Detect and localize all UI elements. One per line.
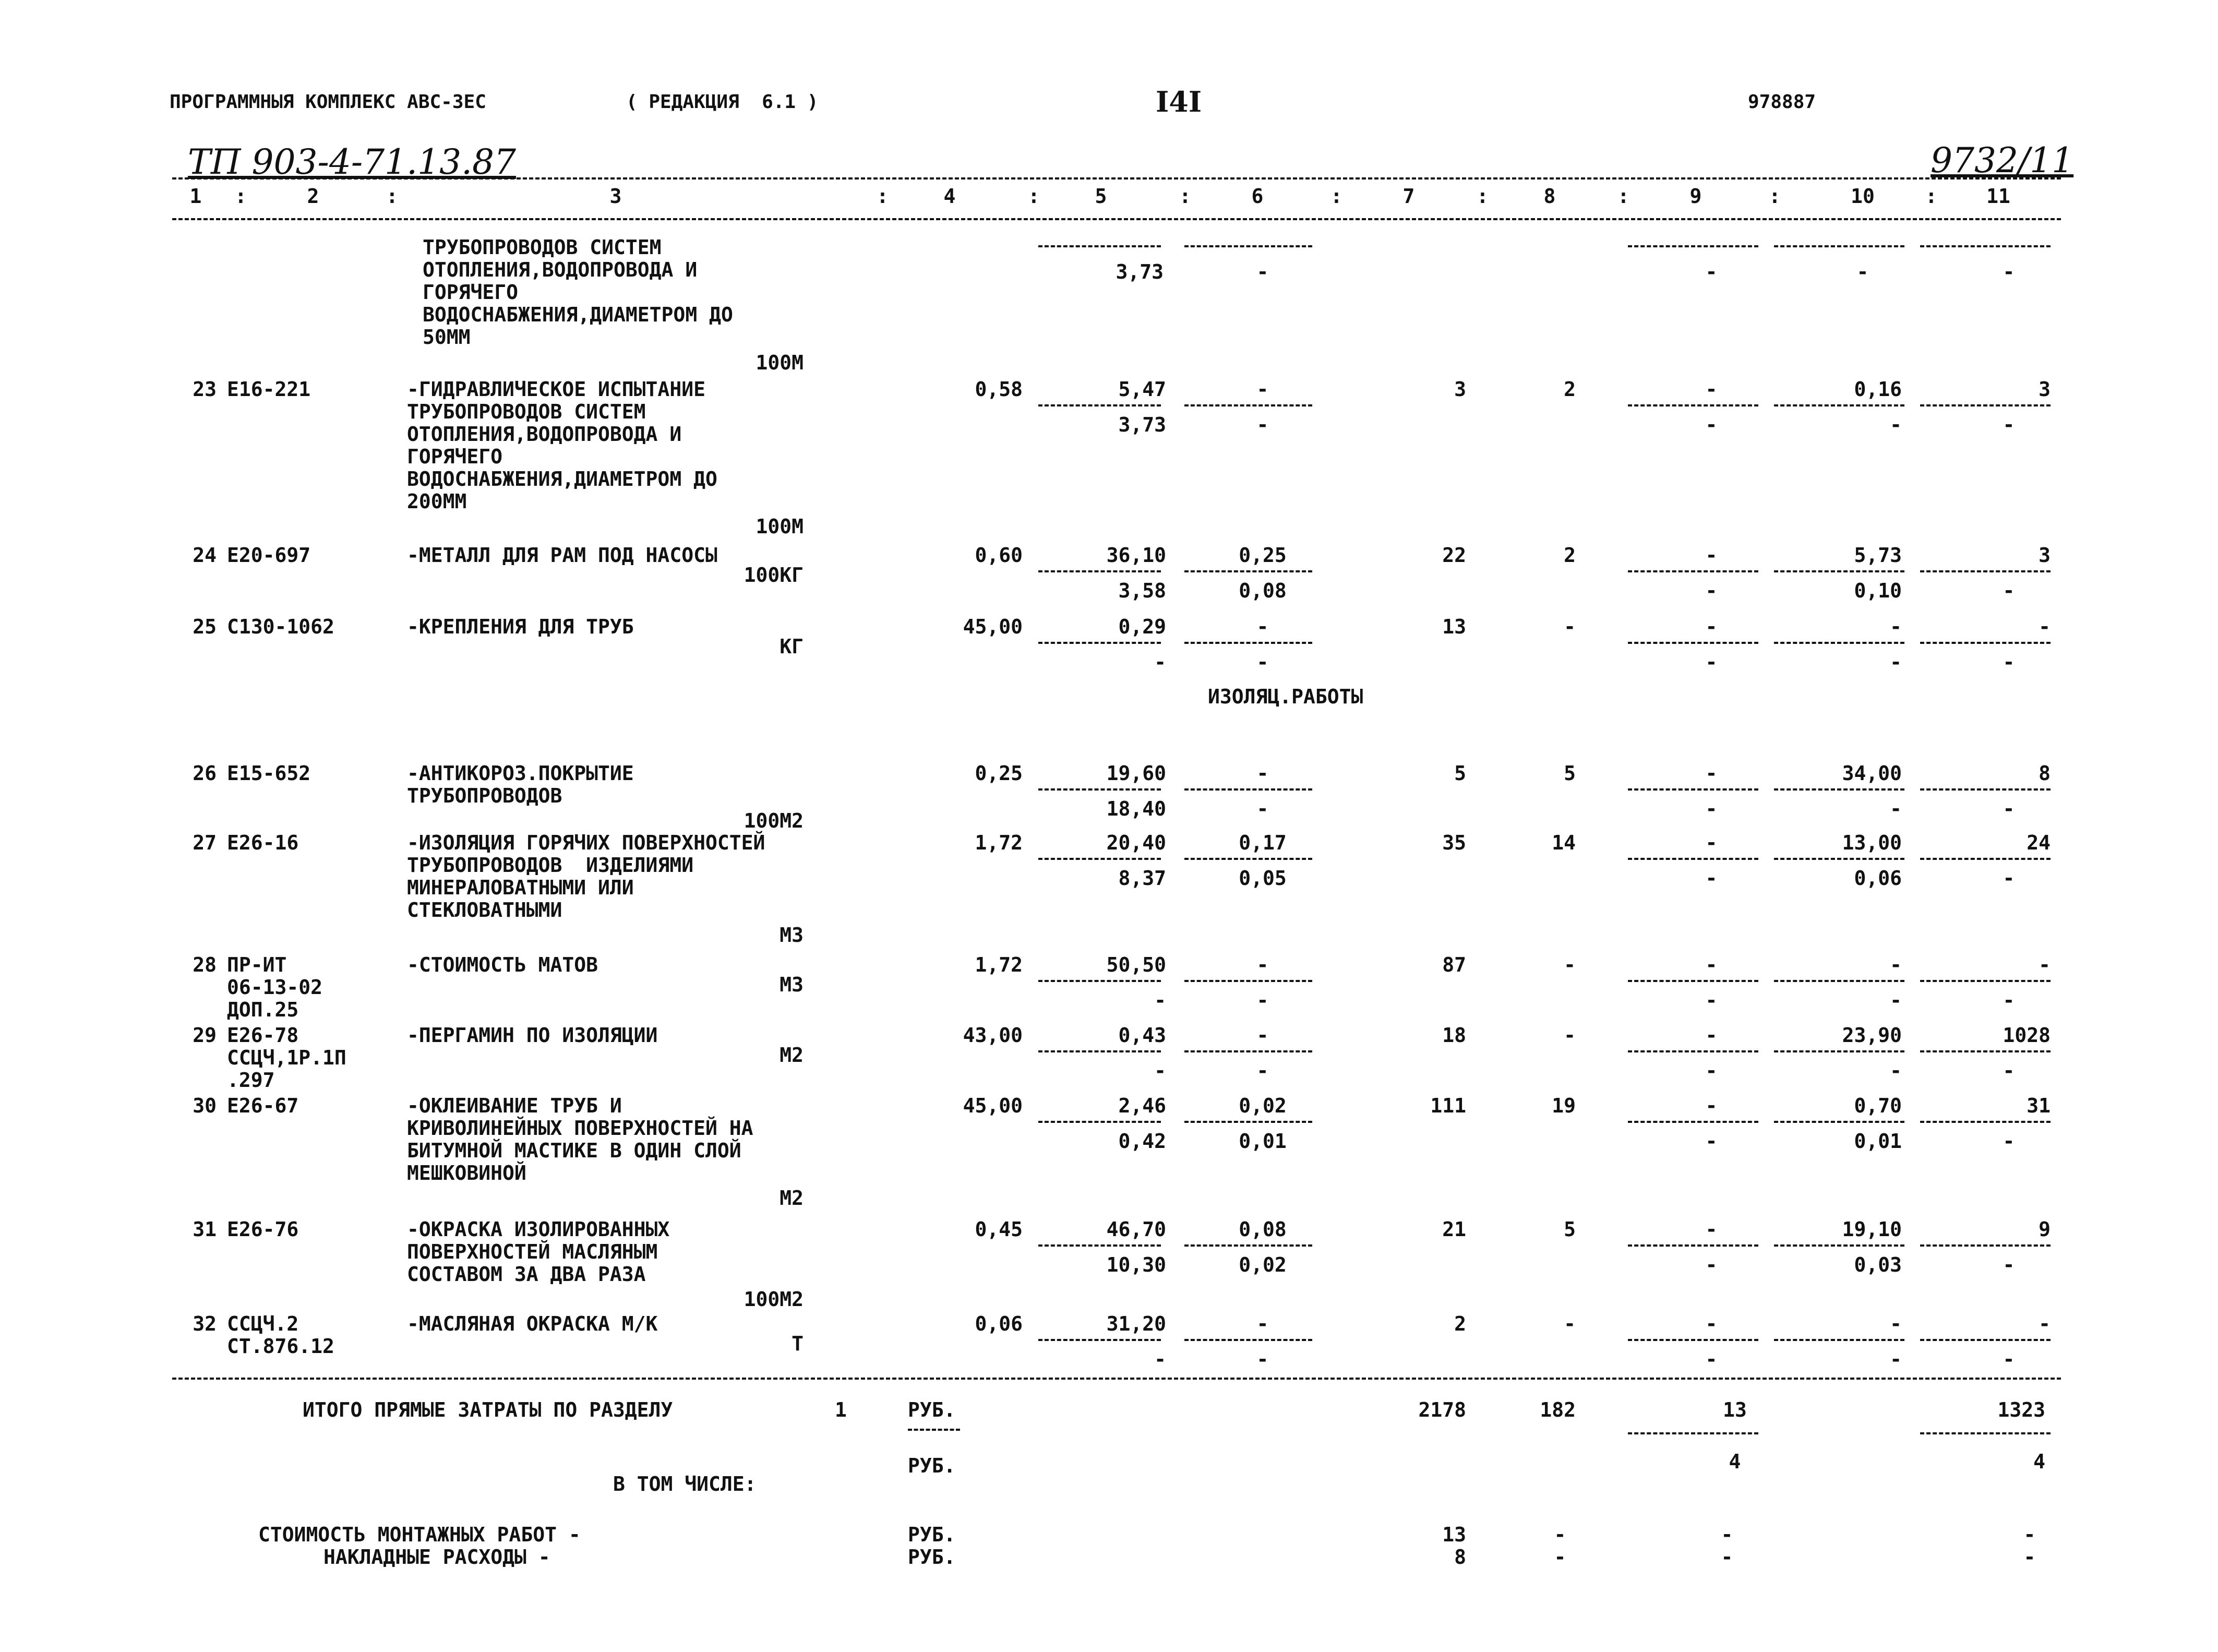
unit-cost-wages-value: 3,58 [1118, 579, 1166, 602]
labor-norm-value: - [1890, 615, 1902, 638]
value-separator [1774, 404, 1904, 406]
operation-cost-value: - [1256, 1312, 1269, 1335]
row-number: 31 [193, 1218, 217, 1241]
labor-norm-mech-value: 0,06 [1854, 867, 1902, 890]
labor-total-value: - [2039, 953, 2051, 976]
value-separator [1038, 404, 1161, 406]
total-cost-value: 35 [1442, 831, 1466, 854]
machine-cost-value: - [1705, 762, 1718, 785]
continuation-line: ОТОПЛЕНИЯ,ВОДОПРОВОДА И [423, 258, 698, 281]
value-separator [1628, 788, 1758, 791]
totals-rule [172, 1378, 2061, 1380]
labor-mech-value: - [2003, 651, 2015, 674]
labor-total-value: 1028 [2003, 1024, 2051, 1047]
labor-mech-value: - [2003, 1130, 2015, 1153]
document-code: 978887 [1748, 91, 1816, 113]
total-cost-value: 5 [1454, 762, 1466, 785]
work-description: СТЕКЛОВАТНЫМИ [407, 899, 562, 921]
value-separator [1038, 1244, 1161, 1247]
rate-code: Е26-67 [227, 1094, 299, 1117]
value-separator [1920, 1121, 2051, 1123]
value-separator [1184, 570, 1312, 572]
labor-norm-mech-value: - [1890, 989, 1902, 1012]
machine-wages-value: - [1705, 1130, 1718, 1153]
rate-code: Е20-697 [227, 544, 311, 567]
total-cost-value: 2 [1454, 1312, 1466, 1335]
overhead-c9: - [1721, 1546, 1733, 1569]
value-separator [1774, 788, 1904, 791]
machine-cost-value: - [1705, 615, 1718, 638]
totals-c11: 1323 [1997, 1398, 2045, 1421]
value-separator [1184, 980, 1312, 982]
operation-wages-value: - [1256, 989, 1269, 1012]
value-separator [1774, 980, 1904, 982]
value-separator [1774, 1050, 1904, 1052]
unit-cost-value: 0,43 [1118, 1024, 1166, 1047]
overhead-c11: - [2023, 1546, 2036, 1569]
wages-value: 19 [1552, 1094, 1576, 1117]
work-description: -ОКЛЕИВАНИЕ ТРУБ И [407, 1094, 622, 1117]
work-description: СОСТАВОМ ЗА ДВА РАЗА [407, 1263, 646, 1286]
machine-wages-value: - [1705, 413, 1718, 436]
rate-code: СТ.876.12 [227, 1335, 334, 1358]
work-description: -МЕТАЛЛ ДЛЯ РАМ ПОД НАСОСЫ [407, 544, 717, 567]
mount-cost-label: СТОИМОСТЬ МОНТАЖНЫХ РАБОТ - [258, 1523, 581, 1546]
header-rule-top [172, 177, 2061, 179]
operation-cost-value: - [1256, 953, 1269, 976]
col-header-11: 11 [1986, 185, 2010, 208]
unit-of-measure: М3 [780, 924, 804, 947]
continuation-c6: - [1256, 260, 1269, 283]
work-description: ТРУБОПРОВОДОВ ИЗДЕЛИЯМИ [407, 854, 694, 877]
labor-norm-mech-value: 0,03 [1854, 1253, 1902, 1276]
work-description: -ГИДРАВЛИЧЕСКОЕ ИСПЫТАНИЕ [407, 378, 705, 401]
quantity-value: 0,60 [975, 544, 1023, 567]
continuation-c9: - [1705, 260, 1718, 283]
continuation-line: ТРУБОПРОВОДОВ СИСТЕМ [423, 236, 662, 259]
machine-cost-value: - [1705, 831, 1718, 854]
labor-norm-mech-value: 0,10 [1854, 579, 1902, 602]
unit-of-measure: 100М2 [744, 1288, 804, 1311]
machine-cost-value: - [1705, 1312, 1718, 1335]
value-separator [1184, 1244, 1312, 1247]
value-separator [1774, 642, 1904, 644]
quantity-value: 0,45 [975, 1218, 1023, 1241]
labor-norm-value: 34,00 [1842, 762, 1902, 785]
operation-wages-value: 0,08 [1239, 579, 1287, 602]
unit-cost-value: 50,50 [1106, 953, 1166, 976]
labor-norm-value: 19,10 [1842, 1218, 1902, 1241]
page-number: I4I [1156, 85, 1202, 118]
overhead-c8: - [1554, 1546, 1566, 1569]
totals-c11-bottom: 4 [2033, 1450, 2045, 1473]
continuation-c11: - [2003, 260, 2015, 283]
total-cost-value: 13 [1442, 615, 1466, 638]
wages-value: - [1564, 1312, 1576, 1335]
unit-cost-value: 2,46 [1118, 1094, 1166, 1117]
mount-cost-unit: РУБ. [908, 1523, 956, 1546]
rate-code: 06-13-02 [227, 976, 323, 999]
total-cost-value: 111 [1430, 1094, 1466, 1117]
project-code: ТП 903-4-71.13.87 [188, 142, 517, 182]
value-separator [1184, 404, 1312, 406]
rate-code: ПР-ИТ [227, 953, 287, 976]
overhead-unit: РУБ. [908, 1546, 956, 1569]
labor-norm-value: 0,70 [1854, 1094, 1902, 1117]
value-separator [1920, 404, 2051, 406]
labor-norm-mech-value: - [1890, 651, 1902, 674]
operation-wages-value: 0,05 [1239, 867, 1287, 890]
value-separator [1628, 980, 1758, 982]
value-separator [1038, 858, 1161, 860]
row-number: 25 [193, 615, 217, 638]
labor-mech-value: - [2003, 989, 2015, 1012]
labor-norm-value: 0,16 [1854, 378, 1902, 401]
work-description: -ПЕРГАМИН ПО ИЗОЛЯЦИИ [407, 1024, 658, 1047]
wages-value: 2 [1564, 544, 1576, 567]
value-separator [1774, 1244, 1904, 1247]
wages-value: - [1564, 615, 1576, 638]
unit-cost-wages-value: - [1154, 989, 1166, 1012]
value-separator [1920, 1244, 2051, 1247]
labor-norm-value: - [1890, 953, 1902, 976]
labor-mech-value: - [2003, 413, 2015, 436]
work-description: МИНЕРАЛОВАТНЫМИ ИЛИ [407, 876, 634, 899]
labor-total-value: 8 [2039, 762, 2051, 785]
unit-of-measure: 100КГ [744, 564, 804, 586]
continuation-line: 50ММ [423, 326, 471, 349]
operation-cost-value: - [1256, 762, 1269, 785]
rate-code: С130-1062 [227, 615, 334, 638]
machine-wages-value: - [1705, 579, 1718, 602]
col-header-7: 7 [1402, 185, 1415, 208]
machine-wages-value: - [1705, 797, 1718, 820]
machine-cost-value: - [1705, 1218, 1718, 1241]
mount-cost-c7: 13 [1442, 1523, 1466, 1546]
total-cost-value: 22 [1442, 544, 1466, 567]
totals-c9: 13 [1723, 1398, 1747, 1421]
value-separator [1184, 788, 1312, 791]
col-header-5: 5 [1095, 185, 1107, 208]
unit-of-measure: М2 [780, 1187, 804, 1210]
machine-wages-value: - [1705, 1348, 1718, 1371]
value-separator [1920, 1050, 2051, 1052]
quantity-value: 0,58 [975, 378, 1023, 401]
total-cost-value: 18 [1442, 1024, 1466, 1047]
col-header-9: 9 [1689, 185, 1702, 208]
value-separator [1920, 788, 2051, 791]
labor-mech-value: - [2003, 1253, 2015, 1276]
unit-cost-wages-value: 0,42 [1118, 1130, 1166, 1153]
value-separator [1628, 1050, 1758, 1052]
value-separator [1184, 642, 1312, 644]
labor-norm-value: - [1890, 1312, 1902, 1335]
unit-cost-value: 5,47 [1118, 378, 1166, 401]
unit-cost-value: 31,20 [1106, 1312, 1166, 1335]
work-description: -ИЗОЛЯЦИЯ ГОРЯЧИХ ПОВЕРХНОСТЕЙ [407, 831, 765, 854]
unit-of-measure: КГ [780, 635, 804, 658]
labor-total-value: - [2039, 615, 2051, 638]
rate-code: Е26-76 [227, 1218, 299, 1241]
unit-of-measure: 100М [756, 515, 804, 538]
labor-norm-value: 13,00 [1842, 831, 1902, 854]
value-separator [1774, 858, 1904, 860]
labor-norm-mech-value: - [1890, 797, 1902, 820]
operation-wages-value: - [1256, 1059, 1269, 1082]
totals-unit: РУБ. [908, 1398, 956, 1421]
work-description: ОТОПЛЕНИЯ,ВОДОПРОВОДА И [407, 423, 682, 446]
operation-wages-value: 0,01 [1239, 1130, 1287, 1153]
col-header-8: 8 [1543, 185, 1556, 208]
unit-cost-wages-value: - [1154, 651, 1166, 674]
unit-cost-wages-value: 10,30 [1106, 1253, 1166, 1276]
including-heading: В ТОМ ЧИСЛЕ: [613, 1473, 757, 1495]
program-edition: ( РЕДАКЦИЯ 6.1 ) [626, 91, 819, 113]
sheet-code: 9732/11 [1931, 140, 2074, 181]
machine-wages-value: - [1705, 651, 1718, 674]
labor-mech-value: - [2003, 1348, 2015, 1371]
unit-of-measure: М2 [780, 1044, 804, 1067]
value-separator [1628, 570, 1758, 572]
col-header-1: 1 [189, 185, 202, 208]
value-separator [1920, 858, 2051, 860]
col-header-6: 6 [1251, 185, 1264, 208]
quantity-value: 45,00 [963, 1094, 1023, 1117]
value-separator [1774, 570, 1904, 572]
quantity-value: 0,06 [975, 1312, 1023, 1335]
value-separator [1184, 1339, 1312, 1341]
unit-cost-wages-value: 8,37 [1118, 867, 1166, 890]
work-description: МЕШКОВИНОЙ [407, 1162, 526, 1184]
unit-of-measure: 100М2 [744, 809, 804, 832]
value-separator [1920, 1339, 2051, 1341]
value-separator [1038, 1050, 1161, 1052]
row-number: 24 [193, 544, 217, 567]
wages-value: 14 [1552, 831, 1576, 854]
machine-cost-value: - [1705, 1094, 1718, 1117]
labor-total-value: 24 [2027, 831, 2051, 854]
machine-wages-value: - [1705, 867, 1718, 890]
labor-mech-value: - [2003, 867, 2015, 890]
value-separator [1920, 642, 2051, 644]
unit-of-measure: Т [792, 1332, 804, 1355]
rate-code: ДОП.25 [227, 998, 299, 1021]
value-separator [1038, 570, 1161, 572]
value-separator [1184, 1121, 1312, 1123]
unit-cost-wages-value: - [1154, 1348, 1166, 1371]
continuation-c10: - [1856, 260, 1869, 283]
value-separator [1038, 642, 1161, 644]
operation-wages-value: - [1256, 797, 1269, 820]
overhead-label: НАКЛАДНЫЕ РАСХОДЫ - [323, 1546, 550, 1569]
operation-cost-value: 0,17 [1239, 831, 1287, 854]
machine-cost-value: - [1705, 1024, 1718, 1047]
labor-mech-value: - [2003, 797, 2015, 820]
unit-cost-wages-value: - [1154, 1059, 1166, 1082]
machine-wages-value: - [1705, 1059, 1718, 1082]
operation-cost-value: - [1256, 1024, 1269, 1047]
work-description: 200ММ [407, 490, 467, 513]
labor-total-value: 3 [2039, 544, 2051, 567]
continuation-unit: 100М [756, 351, 804, 374]
quantity-value: 0,25 [975, 762, 1023, 785]
labor-norm-value: 5,73 [1854, 544, 1902, 567]
labor-norm-mech-value: 0,01 [1854, 1130, 1902, 1153]
operation-cost-value: - [1256, 615, 1269, 638]
rate-code: Е16-221 [227, 378, 311, 401]
value-separator [1774, 1121, 1904, 1123]
operation-cost-value: 0,02 [1239, 1094, 1287, 1117]
quantity-value: 1,72 [975, 953, 1023, 976]
value-separator [1038, 788, 1161, 791]
totals-c8: 182 [1540, 1398, 1576, 1421]
continuation-line: ВОДОСНАБЖЕНИЯ,ДИАМЕТРОМ ДО [423, 303, 733, 326]
wages-value: - [1564, 953, 1576, 976]
wages-value: - [1564, 1024, 1576, 1047]
unit-cost-wages-value: 3,73 [1118, 413, 1166, 436]
operation-wages-value: - [1256, 651, 1269, 674]
value-separator [1184, 1050, 1312, 1052]
labor-norm-mech-value: - [1890, 1059, 1902, 1082]
value-separator [1038, 1121, 1161, 1123]
row-number: 27 [193, 831, 217, 854]
value-separator [1628, 1121, 1758, 1123]
work-description: ГОРЯЧЕГО [407, 445, 503, 468]
quantity-value: 45,00 [963, 615, 1023, 638]
totals-unit-2: РУБ. [908, 1454, 956, 1477]
rate-code: ССЦЧ,1Р.1П [227, 1046, 346, 1069]
quantity-value: 1,72 [975, 831, 1023, 854]
operation-wages-value: 0,02 [1239, 1253, 1287, 1276]
value-separator [1038, 1339, 1161, 1341]
labor-mech-value: - [2003, 579, 2015, 602]
value-separator [1628, 1339, 1758, 1341]
section-heading: ИЗОЛЯЦ.РАБОТЫ [1208, 685, 1363, 708]
row-number: 32 [193, 1312, 217, 1335]
labor-total-value: 9 [2039, 1218, 2051, 1241]
wages-value: 2 [1564, 378, 1576, 401]
totals-label: ИТОГО ПРЯМЫЕ ЗАТРАТЫ ПО РАЗДЕЛУ [303, 1398, 673, 1421]
value-separator [1920, 570, 2051, 572]
value-separator [1628, 858, 1758, 860]
work-description: -МАСЛЯНАЯ ОКРАСКА М/К [407, 1312, 658, 1335]
rate-code: Е26-16 [227, 831, 299, 854]
value-separator [1184, 858, 1312, 860]
value-separator [1628, 642, 1758, 644]
labor-norm-mech-value: - [1890, 1348, 1902, 1371]
work-description: БИТУМНОЙ МАСТИКЕ В ОДИН СЛОЙ [407, 1139, 741, 1162]
row-number: 30 [193, 1094, 217, 1117]
machine-cost-value: - [1705, 544, 1718, 567]
wages-value: 5 [1564, 762, 1576, 785]
work-description: ВОДОСНАБЖЕНИЯ,ДИАМЕТРОМ ДО [407, 468, 717, 490]
work-description: ТРУБОПРОВОДОВ [407, 784, 562, 807]
unit-cost-value: 36,10 [1106, 544, 1166, 567]
work-description: ПОВЕРХНОСТЕЙ МАСЛЯНЫМ [407, 1240, 658, 1263]
labor-mech-value: - [2003, 1059, 2015, 1082]
operation-cost-value: - [1256, 378, 1269, 401]
work-description: -СТОИМОСТЬ МАТОВ [407, 953, 598, 976]
totals-c9-bottom: 4 [1729, 1450, 1741, 1473]
work-description: -КРЕПЛЕНИЯ ДЛЯ ТРУБ [407, 615, 634, 638]
overhead-c7: 8 [1454, 1546, 1466, 1569]
machine-cost-value: - [1705, 378, 1718, 401]
total-cost-value: 21 [1442, 1218, 1466, 1241]
mount-cost-c11: - [2023, 1523, 2036, 1546]
unit-cost-value: 0,29 [1118, 615, 1166, 638]
continuation-line: ГОРЯЧЕГО [423, 281, 519, 304]
unit-cost-value: 46,70 [1106, 1218, 1166, 1241]
continuation-c5: 3,73 [1116, 260, 1164, 283]
totals-section-number: 1 [835, 1398, 847, 1421]
program-title: ПРОГРАММНЫЯ КОМПЛЕКС АВС-ЗЕС [170, 91, 486, 113]
row-number: 29 [193, 1024, 217, 1047]
labor-total-value: - [2039, 1312, 2051, 1335]
operation-cost-value: 0,08 [1239, 1218, 1287, 1241]
operation-cost-value: 0,25 [1239, 544, 1287, 567]
labor-norm-value: 23,90 [1842, 1024, 1902, 1047]
header-rule-bottom [172, 218, 2061, 220]
col-header-2: 2 [307, 185, 319, 208]
labor-total-value: 31 [2027, 1094, 2051, 1117]
rate-code: .297 [227, 1069, 275, 1092]
value-separator [1038, 980, 1161, 982]
work-description: ТРУБОПРОВОДОВ СИСТЕМ [407, 400, 646, 423]
value-separator [1774, 1339, 1904, 1341]
rate-code: Е15-652 [227, 762, 311, 785]
unit-cost-value: 20,40 [1106, 831, 1166, 854]
work-description: -АНТИКОРОЗ.ПОКРЫТИЕ [407, 762, 634, 785]
row-number: 28 [193, 953, 217, 976]
col-header-3: 3 [609, 185, 622, 208]
wages-value: 5 [1564, 1218, 1576, 1241]
row-number: 23 [193, 378, 217, 401]
operation-wages-value: - [1256, 1348, 1269, 1371]
unit-of-measure: М3 [780, 973, 804, 996]
machine-wages-value: - [1705, 1253, 1718, 1276]
col-header-10: 10 [1851, 185, 1875, 208]
work-description: -ОКРАСКА ИЗОЛИРОВАННЫХ [407, 1218, 670, 1241]
machine-cost-value: - [1705, 953, 1718, 976]
rate-code: Е26-78 [227, 1024, 299, 1047]
mount-cost-c8: - [1554, 1523, 1566, 1546]
value-separator [1628, 1244, 1758, 1247]
col-header-4: 4 [943, 185, 956, 208]
total-cost-value: 87 [1442, 953, 1466, 976]
labor-norm-mech-value: - [1890, 413, 1902, 436]
total-cost-value: 3 [1454, 378, 1466, 401]
rate-code: ССЦЧ.2 [227, 1312, 299, 1335]
quantity-value: 43,00 [963, 1024, 1023, 1047]
unit-cost-value: 19,60 [1106, 762, 1166, 785]
value-separator [1920, 980, 2051, 982]
row-number: 26 [193, 762, 217, 785]
value-separator [1628, 404, 1758, 406]
mount-cost-c9: - [1721, 1523, 1733, 1546]
operation-wages-value: - [1256, 413, 1269, 436]
unit-cost-wages-value: 18,40 [1106, 797, 1166, 820]
machine-wages-value: - [1705, 989, 1718, 1012]
work-description: КРИВОЛИНЕЙНЫХ ПОВЕРХНОСТЕЙ НА [407, 1117, 753, 1140]
totals-c7: 2178 [1418, 1398, 1466, 1421]
labor-total-value: 3 [2039, 378, 2051, 401]
